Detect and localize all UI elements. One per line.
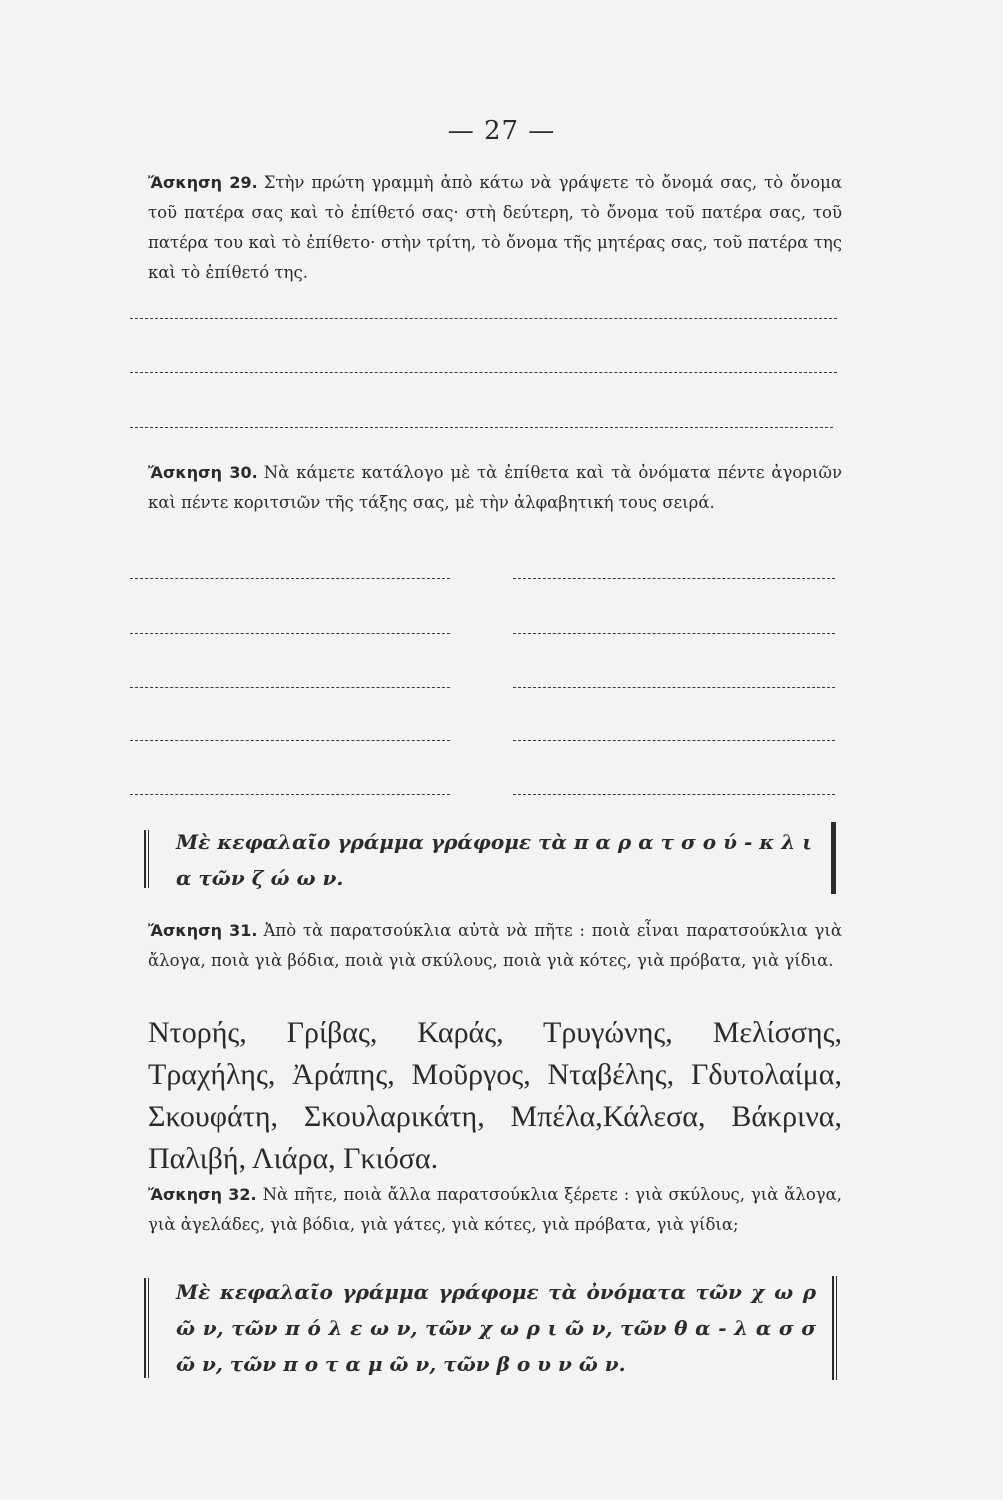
exercise-32-label: Ἄσκηση 32. <box>148 1185 257 1204</box>
answer-line-30-right-2[interactable] <box>513 633 835 634</box>
exercise-32-text: Νὰ πῆτε, ποιὰ ἄλλα παρατσούκλια ξέρετε : γιὰ σκύλους, γιὰ ἄλογα, γιὰ ἀγελάδες, γιὰ βόδια, γιὰ γάτες, γιὰ κότες, γιὰ πρόβατα, γιὰ γίδια; <box>148 1185 842 1234</box>
answer-line-30-right-5[interactable] <box>513 794 835 795</box>
rule-1-left-bar <box>144 830 146 888</box>
exercise-30-text: Νὰ κάμετε κατάλογο μὲ τὰ ἐπίθετα καὶ τὰ ὀνόματα πέντε ἀγοριῶν καὶ πέντε κοριτσιῶν τῆς τάξης σας, μὲ τὴν ἀλφαβητική τους σειρά. <box>148 463 842 512</box>
rule-1-text: Μὲ κεφαλαῖο γράμμα γράφομε τὰ π α ρ α τ σ ο ύ - κ λ ι α τῶν ζ ώ ω ν. <box>176 830 812 890</box>
answer-line-30-right-4[interactable] <box>513 740 835 741</box>
rule-2-right-bar-inner <box>836 1276 837 1380</box>
rule-1-left-bar-inner <box>148 830 149 888</box>
answer-line-30-right-1[interactable] <box>513 578 835 579</box>
exercise-31-label: Ἄσκηση 31. <box>148 921 258 940</box>
answer-line-30-left-2[interactable] <box>130 633 450 634</box>
answer-line-29-1[interactable] <box>130 318 837 319</box>
answer-line-30-left-1[interactable] <box>130 578 450 579</box>
rule-2-right-bar <box>832 1276 834 1380</box>
exercise-31-text: Ἀπὸ τὰ παρατσούκλια αὐτὰ νὰ πῆτε : ποιὰ εἶναι παρατσούκλια γιὰ ἄλογα, ποιὰ γιὰ βόδια, ποιὰ γιὰ σκύλους, ποιὰ γιὰ κότες, γιὰ πρόβατα, γιὰ γίδια. <box>148 921 842 970</box>
rule-1-right-bar <box>831 822 836 894</box>
exercise-30 <box>148 458 842 518</box>
nicknames-list: Ντορής, Γρίβας, Καράς, Τρυγώνης, Μελίσσης, Τραχήλης, Ἀράπης, Μοῦργος, Νταβέλης, Γδυτολαίμα, Σκουφάτη, Σκουλαρικάτη, Μπέλα,Κάλεσα, Βάκρινα, Παλιβή, Λιάρα, Γκιόσα. <box>148 1016 842 1175</box>
page-number: — 27 — <box>447 116 556 146</box>
answer-line-29-3[interactable] <box>130 427 833 428</box>
exercise-31 <box>148 916 842 976</box>
exercise-30-label: Ἄσκηση 30. <box>148 463 258 482</box>
exercise-29 <box>148 168 842 288</box>
answer-line-30-left-4[interactable] <box>130 740 450 741</box>
exercise-29-text: Στὴν πρώτη γραμμὴ ἀπὸ κάτω νὰ γράψετε τὸ ὄνομά σας, τὸ ὄνομα τοῦ πατέρα σας καὶ τὸ ἐπίθετό σας· στὴ δεύτερη, τὸ ὄνομα τοῦ πατέρα σας, τοῦ πατέρα του καὶ τὸ ἐπίθετο· στὴν τρίτη, τὸ ὄνομα τῆς μητέρας σας, τοῦ πατέρα της καὶ τὸ ἐπίθετό της. <box>148 173 842 282</box>
rule-2-left-bar-inner <box>148 1278 149 1378</box>
answer-line-30-left-5[interactable] <box>130 794 450 795</box>
rule-2-text: Μὲ κεφαλαῖο γράμμα γράφομε τὰ ὀνόματα τῶν χ ω ρ ῶ ν, τῶν π ό λ ε ω ν, τῶν χ ω ρ ι ῶ ν, τῶν θ α - λ α σ σ ῶ ν, τῶν π ο τ α μ ῶ ν, τῶν β ο υ ν ῶ ν. <box>176 1280 816 1376</box>
rule-2-left-bar <box>144 1278 146 1378</box>
answer-line-30-left-3[interactable] <box>130 687 450 688</box>
answer-line-29-2[interactable] <box>130 372 837 373</box>
exercise-29-label: Ἄσκηση 29. <box>148 173 258 192</box>
answer-line-30-right-3[interactable] <box>513 687 835 688</box>
exercise-32 <box>148 1180 842 1240</box>
